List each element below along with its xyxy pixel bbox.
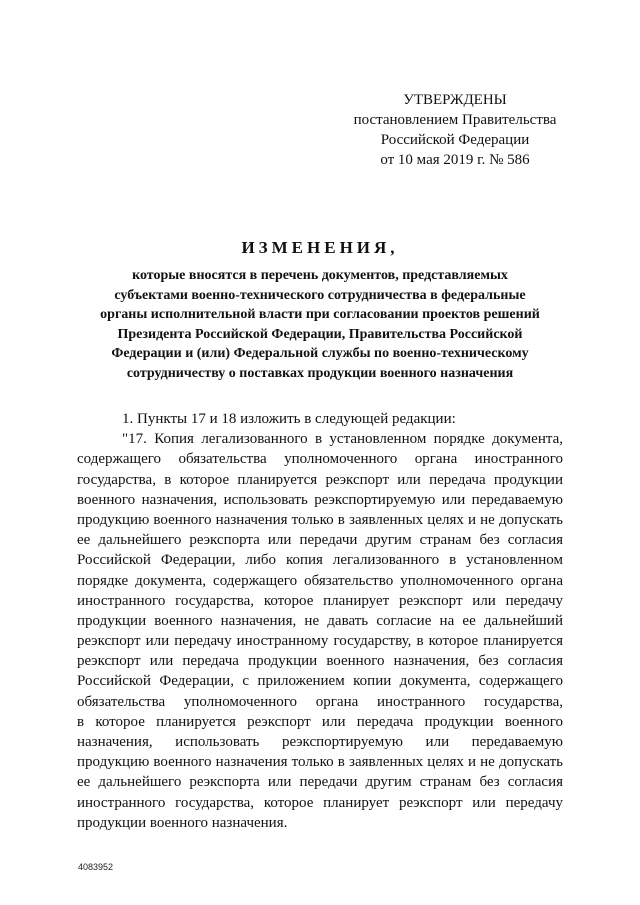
body-line: иностранного государства, которое планирует реэкспорт или передачу bbox=[77, 794, 563, 811]
document-body bbox=[77, 409, 563, 833]
body-line: порядке документа, содержащего обязательство уполномоченного органа bbox=[77, 572, 563, 589]
body-line: иностранного государства, которое планирует реэкспорт или передачу bbox=[77, 592, 563, 609]
body-line: реэкспорт или передачу иностранному государству, в которое планируется bbox=[77, 633, 563, 650]
subtitle-line: которые вносятся в перечень документов, представляемых bbox=[132, 268, 508, 283]
approval-stamp bbox=[330, 90, 580, 170]
body-line: содержащего обязательства уполномоченного органа иностранного bbox=[77, 451, 563, 468]
body-line: в которое планируется реэкспорт или передача продукции военного bbox=[77, 713, 563, 730]
body-line: "17. Копия легализованного в установленном порядке документа, bbox=[122, 431, 563, 448]
body-line: ее дальнейшего реэкспорта или передачи другим странам без согласия bbox=[77, 774, 563, 791]
subtitle-line: Федерации и (или) Федеральной службы по военно-техническому bbox=[111, 346, 529, 361]
approval-line: Российской Федерации bbox=[380, 132, 530, 148]
approval-line: постановлением Правительства bbox=[353, 112, 557, 128]
document-code: 4083952 bbox=[78, 862, 114, 872]
body-line: обязательства уполномоченного органа иностранного государства, bbox=[77, 693, 563, 710]
body-line: продукцию военного назначения только в заявленных целях и не допускать bbox=[77, 754, 563, 771]
body-line: Российской Федерации, с приложением копии документа, содержащего bbox=[77, 673, 563, 690]
subtitle-line: сотрудничеству о поставках продукции военного назначения bbox=[126, 365, 514, 381]
body-line: военного назначения, использовать реэкспортируемую или передаваемую bbox=[77, 491, 563, 508]
body-line: продукции военного назначения, не давать согласие на ее дальнейший bbox=[77, 612, 563, 629]
body-line: реэкспорт или передача продукции военного назначения, без согласия bbox=[77, 653, 563, 670]
subtitle-line: субъектами военно-технического сотрудничества в федеральные bbox=[114, 287, 526, 303]
body-line: государства, в которое планируется реэкспорт или передача продукции bbox=[77, 471, 563, 488]
body-line: ее дальнейшего реэкспорта или передачи другим странам без согласия bbox=[77, 532, 563, 549]
body-line: назначения, использовать реэкспортируемую или передаваемую bbox=[77, 734, 563, 750]
paragraph-item-1: 1. Пункты 17 и 18 изложить в следующей редакции: bbox=[122, 411, 456, 427]
subtitle-line: органы исполнительной власти при согласовании проектов решений bbox=[100, 307, 540, 322]
body-line-last: продукции военного назначения. bbox=[77, 814, 288, 831]
approval-heading: УТВЕРЖДЕНЫ bbox=[403, 92, 507, 108]
body-line: продукцию военного назначения только в заявленных целях и не допускать bbox=[77, 511, 563, 528]
approval-date-number: от 10 мая 2019 г. № 586 bbox=[380, 152, 530, 168]
document-title: ИЗМЕНЕНИЯ, bbox=[241, 238, 399, 257]
body-line: Российской Федерации, либо копия легализованного в установленном bbox=[77, 552, 563, 569]
subtitle-line: Президента Российской Федерации, Правительства Российской bbox=[117, 326, 523, 342]
document-subtitle bbox=[60, 266, 580, 383]
